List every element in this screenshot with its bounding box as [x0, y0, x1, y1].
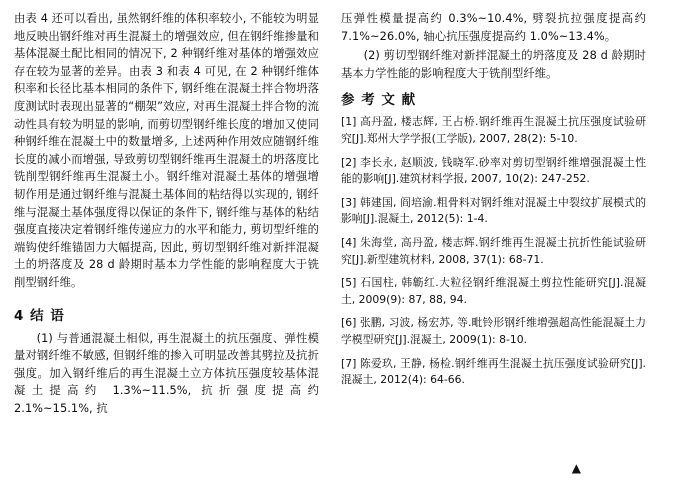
- list-item: [7] 陈爱玖, 王静, 杨检.钢纤维再生混凝土抗压强度试验研究[J].混凝土, 2012(4): 64-66.: [341, 356, 646, 387]
- section-heading-conclusion: 4 结 语: [14, 307, 65, 324]
- paragraph-left-1: 由表 4 还可以看出, 虽然钢纤维的体积率较小, 不能较为明显地反映出钢纤维对再生混凝土的增强效应, 但在钢纤维掺量和基体混凝土配比相同的情况下, 2 种钢纤维对基体的增强效应存在较为显著的差异。由表 3 和表 4 可见, 在 2 种钢纤维体积率和长径比基本相同的条件下, 钢纤维在混凝土拌合物坍落度测试时表现出显著的“棚架”效应, 对再生混凝土拌合物的流动性具有较为明显的影响, 而剪切型钢纤维长度的增加又使同种钢纤维在混凝土中的数量增多, 上述两种作用效应随钢纤维长度的减小而增强, 导致剪切型钢纤维再生混凝土的坍落度比铣削型钢纤维再生混凝土小。钢纤维对混凝土基体的增强增韧作用是通过钢纤维与混凝土基体间的粘结得以实现的, 钢纤维与混凝土基体强度得以保证的条件下, 钢纤维与基体的粘结强度直接决定着钢纤维传递应力的水平和能力, 剪切型纤维的端钩使纤维锚固力大幅提高, 因此, 剪切型钢纤维对新拌混凝土的坍落度及 28 d 龄期时基本力学性能的影响程度大于铣削型钢纤维。: [14, 12, 319, 289]
- paragraph-right-2: (2) 剪切型钢纤维对新拌混凝土的坍落度及 28 d 龄期时基本力学性能的影响程度大于铣削型纤维。: [341, 49, 646, 80]
- list-item: [1] 高丹盈, 楼志辉, 王占桥.钢纤维再生混凝土抗压强度试验研究[J].郑州大学学报(工学版), 2007, 28(2): 5-10.: [341, 115, 646, 145]
- end-of-article-mark: ▲: [571, 461, 581, 475]
- references-heading: 参 考 文 献: [341, 92, 417, 109]
- paragraph-conclusion-1: (1) 与普通混凝土相似, 再生混凝土的抗压强度、弹性模量对钢纤维不敏感, 但钢纤维的掺入可明显改善其劈拉及抗折强度。加入钢纤维后的再生混凝土立方体抗压强度较基体混凝土提高约 1.3%~11.5%, 抗折强度提高约 2.1%~15.1%, 抗: [14, 331, 319, 415]
- left-column: [14, 10, 319, 481]
- paragraph-right-1: 压弹性模量提高约 0.3%~10.4%, 劈裂抗拉强度提高约 7.1%~26.0%, 轴心抗压强度提高约 1.0%~13.4%。: [341, 12, 646, 43]
- list-item: [2] 李长永, 赵顺波, 钱晓军.砂率对剪切型钢纤维增强混凝土性能的影响[J].建筑材料学报, 2007, 10(2): 247-252.: [341, 155, 646, 186]
- two-column-layout: [14, 10, 659, 481]
- list-item: [5] 石国柱, 韩簕红.大粒径钢纤维混凝土剪拉性能研究[J].混凝土, 2009(9): 87, 88, 94.: [341, 276, 646, 306]
- list-item: [4] 朱海堂, 高丹盈, 楼志辉.钢纤维再生混凝土抗折性能试验研究[J].新型建筑材料, 2008, 37(1): 68-71.: [341, 235, 646, 266]
- references-list: [341, 114, 646, 388]
- list-item: [3] 韩建国, 阎培渝.粗骨料对钢纤维对混凝土中裂纹扩展模式的影响[J].混凝土, 2012(5): 1-4.: [341, 195, 646, 226]
- list-item: [6] 张鹏, 习波, 杨宏苏, 等.毗铃形钢纤维增强超高性能混凝土力学模型研究[J].混凝土, 2009(1): 8-10.: [341, 316, 646, 346]
- right-column: [341, 10, 646, 481]
